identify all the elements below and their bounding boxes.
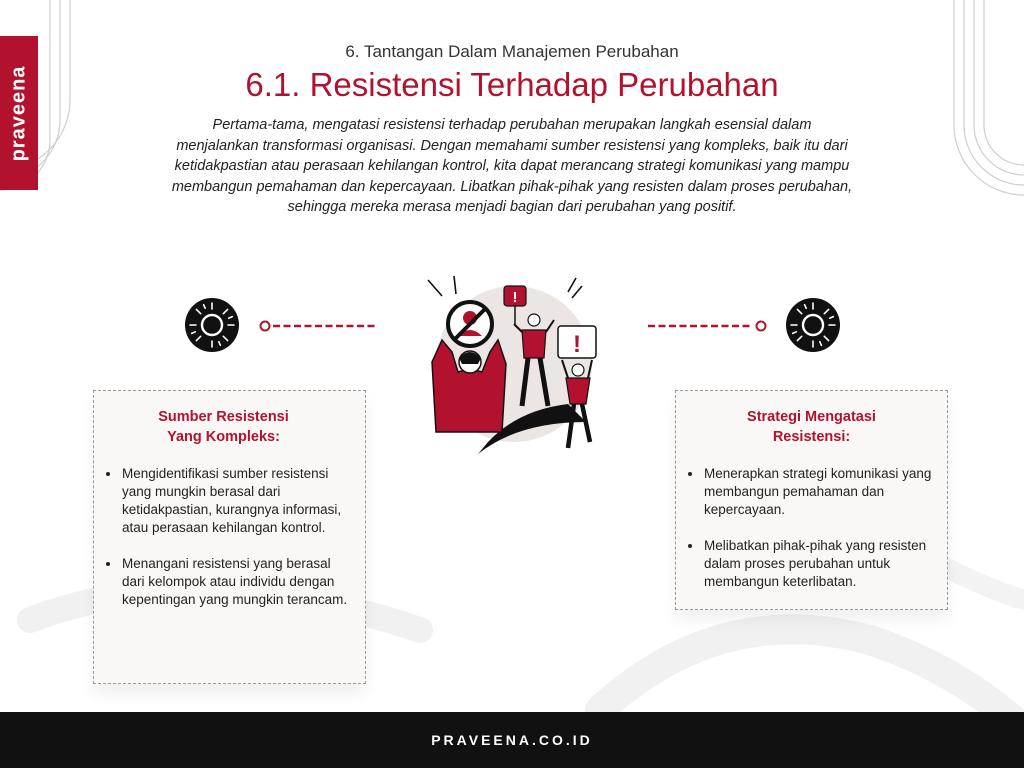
card-title-line: Yang Kompleks: [167, 429, 280, 445]
page-title: 6.1. Resistensi Terhadap Perubahan [245, 66, 779, 103]
card-title-line: Strategi Mengatasi [747, 409, 876, 425]
people-protest-illustration [418, 272, 606, 458]
list-item: Melibatkan pihak-pihak yang resisten dalam proses perubahan untuk membangun keterlibatan. [688, 537, 935, 591]
list-item: Menangani resistensi yang berasal dari kelompok atau individu dengan kepentingan yang mungkin terancam. [106, 555, 353, 609]
section-subtitle: 6. Tantangan Dalam Manajemen Perubahan [345, 42, 679, 61]
intro-paragraph: Pertama-tama, mengatasi resistensi terhadap perubahan merupakan langkah esensial dalam menjalankan transformasi organisasi. Dengan memahami sumber resistensi yang kompleks, baik itu dari ketidakpastian atau perasaan kehilangan kontrol, kita dapat merancang strategi komunikasi yang mampu membangun pemahaman dan kepercayaan. Libatkan pihak-pihak yang resisten dalam proses perubahan, sehingga mereka merasa menjadi bagian dari perubahan yang positif. [171, 117, 853, 215]
bullet-list [106, 465, 353, 609]
card-title [676, 407, 947, 447]
svg-text:!: ! [512, 289, 518, 306]
list-item: Mengidentifikasi sumber resistensi yang mungkin berasal dari ketidakpastian, kurangnya informasi, atau perasaan kehilangan kontrol. [106, 465, 353, 537]
dashed-connector-right [648, 319, 768, 333]
card-title [94, 407, 365, 447]
card-title-line: Resistensi: [772, 429, 851, 445]
svg-text:!: ! [573, 331, 581, 358]
dashed-connector-left [258, 319, 378, 333]
card-title-line: Sumber Resistensi [158, 409, 289, 425]
bullet-list [688, 465, 935, 591]
sun-icon [185, 298, 239, 352]
list-item: Menerapkan strategi komunikasi yang membangun pemahaman dan kepercayaan. [688, 465, 935, 519]
info-card-strategies [675, 390, 948, 610]
footer-bar [0, 712, 1024, 768]
sun-icon [786, 298, 840, 352]
brand-logo-text: praveena [7, 65, 30, 161]
info-card-sources [93, 390, 366, 684]
footer-website-link[interactable]: PRAVEENA.CO.ID [431, 732, 593, 748]
